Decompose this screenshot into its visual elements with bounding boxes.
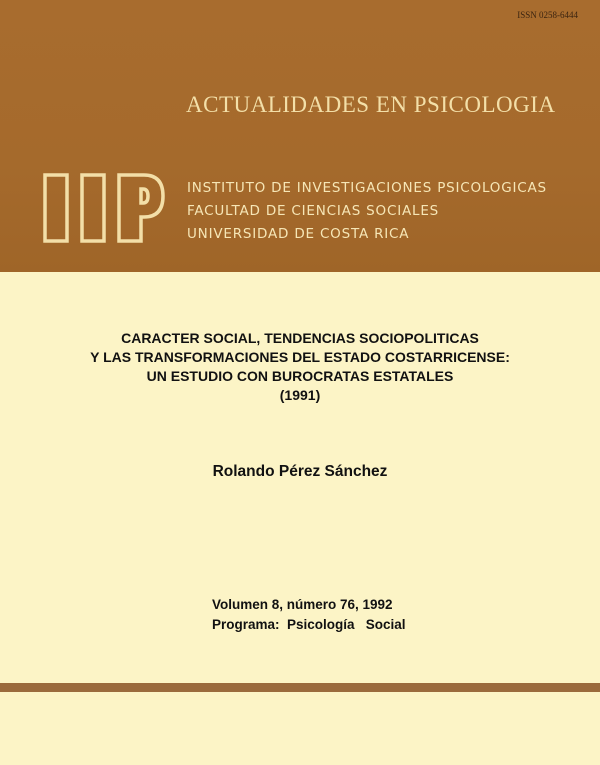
title-line: UN ESTUDIO CON BUROCRATAS ESTATALES: [146, 368, 454, 384]
article-title: [0, 329, 600, 405]
institution-line: UNIVERSIDAD DE COSTA RICA: [187, 226, 410, 242]
institution-line: INSTITUTO DE INVESTIGACIONES PSICOLOGICAS: [187, 180, 547, 196]
title-line: (1991): [279, 387, 321, 403]
title-line: CARACTER SOCIAL, TENDENCIAS SOCIOPOLITICAS: [121, 330, 479, 346]
institution-line: FACULTAD DE CIENCIAS SOCIALES: [187, 203, 440, 219]
institution-list: [187, 177, 547, 246]
footer-divider: [0, 683, 600, 692]
publication-info: [212, 595, 406, 635]
journal-title: ACTUALIDADES EN PSICOLOGIA: [186, 92, 556, 117]
program-line: Programa: Psicología Social: [212, 617, 406, 632]
iip-logo: [42, 172, 167, 244]
volume-line: Volumen 8, número 76, 1992: [212, 597, 393, 612]
issn-label: ISSN 0258-6444: [517, 10, 578, 20]
title-line: Y LAS TRANSFORMACIONES DEL ESTADO COSTARRICENSE:: [90, 349, 510, 365]
author-name: Rolando Pérez Sánchez: [212, 463, 388, 480]
cover-header: [0, 0, 600, 272]
